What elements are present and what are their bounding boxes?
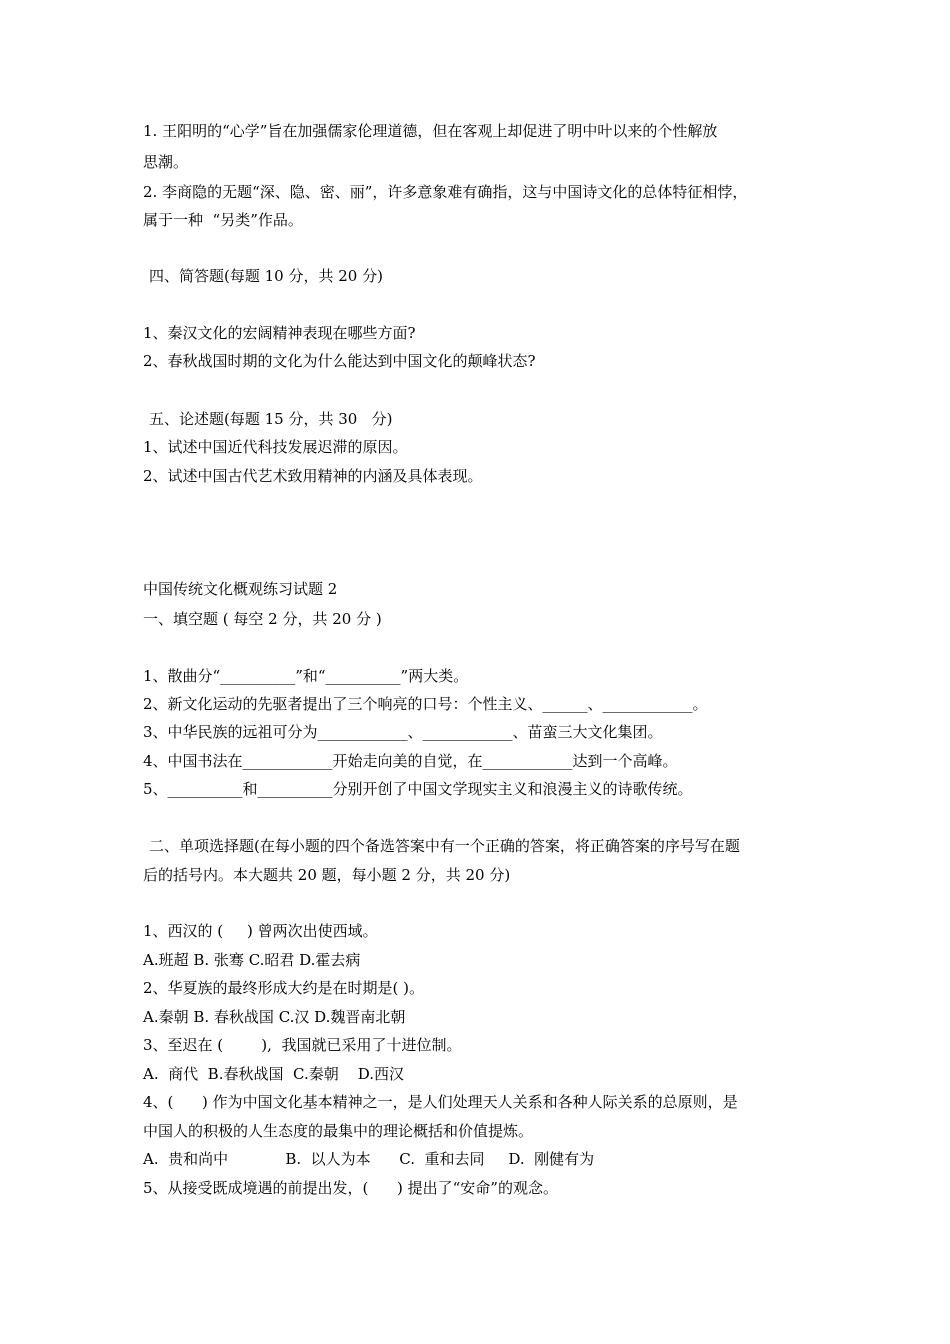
fill-item-1: 1、散曲分“__________”和“__________”两大类。 bbox=[143, 667, 469, 685]
choice-line: 3、至迟在 ( ), 我国就已采用了十进位制。 bbox=[143, 1036, 462, 1054]
fill-item-3: 3、中华民族的远祖可分为____________、____________、苗蛮三大文化集团。 bbox=[143, 723, 663, 741]
choice-line: 4、( ) 作为中国文化基本精神之一，是人们处理天人关系和各种人际关系的总原则，是 bbox=[143, 1093, 738, 1111]
exam2-title: 中国传统文化概观练习试题 2 bbox=[143, 580, 338, 598]
fill-item-2: 2、新文化运动的先驱者提出了三个响亮的口号：个性主义、______、____________。 bbox=[143, 695, 708, 713]
judgment-item-2-line1: 2. 李商隐的无题“深、隐、密、丽”，许多意象难有确指，这与中国诗文化的总体特征相悖， bbox=[143, 183, 748, 201]
choice-heading-line2: 后的括号内。本大题共 20 题，每小题 2 分，共 20 分) bbox=[143, 866, 511, 884]
fill-item-4: 4、中国书法在____________开始走向美的自觉，在____________达到一个高峰。 bbox=[143, 752, 678, 770]
judgment-item-1-line2: 思潮。 bbox=[143, 153, 189, 171]
section4-item-2: 2、春秋战国时期的文化为什么能达到中国文化的颠峰状态? bbox=[143, 352, 536, 370]
section5-item-1: 1、试述中国近代科技发展迟滞的原因。 bbox=[143, 438, 408, 456]
choice-line: 5、从接受既成境遇的前提出发，( ) 提出了“安命”的观念。 bbox=[143, 1179, 558, 1197]
choice-line: A.班超 B. 张骞 C.昭君 D.霍去病 bbox=[143, 951, 361, 969]
section4-heading: 四、简答题(每题 10 分，共 20 分) bbox=[149, 267, 383, 285]
fill-item-5: 5、__________和__________分别开创了中国文学现实主义和浪漫主义的诗歌传统。 bbox=[143, 780, 693, 798]
choice-line: 2、华夏族的最终形成大约是在时期是( )。 bbox=[143, 979, 425, 997]
choice-line: 中国人的积极的人生态度的最集中的理论概括和价值提炼。 bbox=[143, 1122, 534, 1140]
choice-line: A.秦朝 B. 春秋战国 C.汉 D.魏晋南北朝 bbox=[143, 1008, 406, 1026]
judgment-item-1-line1: 1. 王阳明的“心学”旨在加强儒家伦理道德，但在客观上却促进了明中叶以来的个性解放 bbox=[143, 122, 718, 140]
choice-line: 1、西汉的 ( ) 曾两次出使西域。 bbox=[143, 922, 378, 940]
choice-heading-line1: 二、单项选择题(在每小题的四个备选答案中有一个正确的答案，将正确答案的序号写在题 bbox=[149, 837, 740, 855]
judgment-item-2-line2: 属于一种 “另类”作品。 bbox=[143, 211, 303, 229]
section5-heading: 五、论述题(每题 15 分，共 30 分) bbox=[149, 410, 393, 428]
choice-line: A. 商代 B.春秋战国 C.秦朝 D.西汉 bbox=[143, 1065, 405, 1083]
choice-line: A. 贵和尚中 B. 以人为本 C. 重和去同 D. 刚健有为 bbox=[143, 1150, 595, 1168]
section5-item-2: 2、试述中国古代艺术致用精神的内涵及具体表现。 bbox=[143, 467, 483, 485]
fill-heading: 一、填空题 ( 每空 2 分，共 20 分 ) bbox=[143, 610, 382, 628]
section4-item-1: 1、秦汉文化的宏阔精神表现在哪些方面? bbox=[143, 324, 416, 342]
